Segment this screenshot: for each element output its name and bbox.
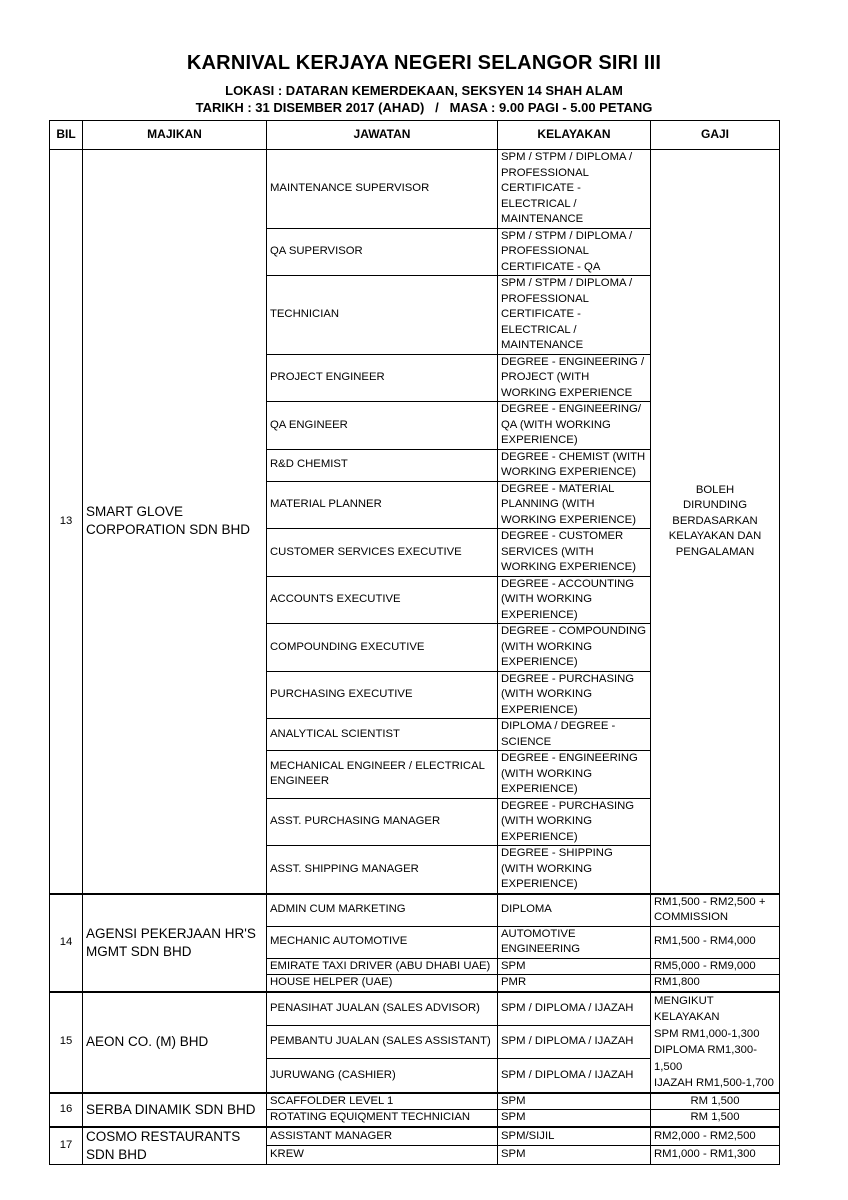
gaji-cell: BOLEH DIRUNDING BERDASARKAN KELAYAKAN DAN PENGALAMAN xyxy=(651,150,780,894)
jawatan-cell: ANALYTICAL SCIENTIST xyxy=(267,719,498,751)
gaji-cell: RM1,800 xyxy=(651,975,780,992)
gaji-line: IJAZAH RM1,500-1,700 xyxy=(654,1077,774,1089)
kelayakan-cell: SPM / STPM / DIPLOMA / PROFESSIONAL CERTIFICATE - QA xyxy=(498,228,651,276)
jawatan-cell: JURUWANG (CASHIER) xyxy=(267,1059,498,1093)
employer-cell: COSMO RESTAURANTS SDN BHD xyxy=(83,1127,267,1165)
jawatan-cell: ASST. SHIPPING MANAGER xyxy=(267,846,498,894)
kelayakan-cell: PMR xyxy=(498,975,651,992)
employer-cell: SERBA DINAMIK SDN BHD xyxy=(83,1093,267,1127)
jawatan-cell: PEMBANTU JUALAN (SALES ASSISTANT) xyxy=(267,1025,498,1059)
col-header-bil: BIL xyxy=(50,121,83,150)
jawatan-cell: ASSISTANT MANAGER xyxy=(267,1127,498,1146)
table-row xyxy=(50,150,780,229)
jawatan-cell: ADMIN CUM MARKETING xyxy=(267,894,498,927)
jawatan-cell: QA ENGINEER xyxy=(267,402,498,450)
job-table xyxy=(49,120,780,1165)
kelayakan-cell: SPM / DIPLOMA / IJAZAH xyxy=(498,992,651,1026)
table-row xyxy=(50,894,780,927)
bil-cell: 13 xyxy=(50,150,83,894)
bil-cell: 17 xyxy=(50,1127,83,1165)
kelayakan-cell: DEGREE - SHIPPING (WITH WORKING EXPERIENCE) xyxy=(498,846,651,894)
employer-cell: SMART GLOVE CORPORATION SDN BHD xyxy=(83,150,267,894)
kelayakan-cell: SPM xyxy=(498,1146,651,1164)
jawatan-cell: EMIRATE TAXI DRIVER (ABU DHABI UAE) xyxy=(267,958,498,975)
gaji-cell xyxy=(651,992,780,1093)
kelayakan-cell: SPM/SIJIL xyxy=(498,1127,651,1146)
jawatan-cell: TECHNICIAN xyxy=(267,276,498,355)
gaji-cell: RM1,500 - RM4,000 xyxy=(651,926,780,958)
jawatan-cell: ACCOUNTS EXECUTIVE xyxy=(267,576,498,624)
jawatan-cell: MAINTENANCE SUPERVISOR xyxy=(267,150,498,229)
jawatan-cell: SCAFFOLDER LEVEL 1 xyxy=(267,1093,498,1110)
col-header-kelayakan: KELAYAKAN xyxy=(498,121,651,150)
kelayakan-cell: DIPLOMA / DEGREE - SCIENCE xyxy=(498,719,651,751)
jawatan-cell: ROTATING EQUIQMENT TECHNICIAN xyxy=(267,1110,498,1127)
jawatan-cell: R&D CHEMIST xyxy=(267,449,498,481)
jawatan-cell: HOUSE HELPER (UAE) xyxy=(267,975,498,992)
table-row xyxy=(50,992,780,1026)
kelayakan-cell: SPM / STPM / DIPLOMA / PROFESSIONAL CERTIFICATE - ELECTRICAL / MAINTENANCE xyxy=(498,150,651,229)
date-time-line: TARIKH : 31 DISEMBER 2017 (AHAD) / MASA : 9.00 PAGI - 5.00 PETANG xyxy=(195,100,653,115)
kelayakan-cell: DEGREE - MATERIAL PLANNING (WITH WORKING EXPERIENCE) xyxy=(498,481,651,529)
gaji-cell: RM 1,500 xyxy=(651,1093,780,1110)
gaji-line: MENGIKUT KELAYAKAN xyxy=(654,994,720,1023)
gaji-cell: RM1,500 - RM2,500 + COMMISSION xyxy=(651,894,780,927)
employer-cell: AGENSI PEKERJAAN HR'S MGMT SDN BHD xyxy=(83,894,267,992)
kelayakan-cell: SPM / DIPLOMA / IJAZAH xyxy=(498,1025,651,1059)
jawatan-cell: PENASIHAT JUALAN (SALES ADVISOR) xyxy=(267,992,498,1026)
bil-cell: 15 xyxy=(50,992,83,1093)
kelayakan-cell: AUTOMOTIVE ENGINEERING xyxy=(498,926,651,958)
jawatan-cell: MECHANICAL ENGINEER / ELECTRICAL ENGINEER xyxy=(267,751,498,799)
kelayakan-cell: DEGREE - PURCHASING (WITH WORKING EXPERIENCE) xyxy=(498,798,651,846)
kelayakan-cell: DEGREE - CHEMIST (WITH WORKING EXPERIENCE) xyxy=(498,449,651,481)
gaji-line: SPM RM1,000-1,300 xyxy=(654,1027,760,1040)
kelayakan-cell: DEGREE - ENGINEERING / PROJECT (WITH WORKING EXPERIENCE xyxy=(498,354,651,402)
gaji-line: DIPLOMA RM1,300-1,500 xyxy=(654,1044,757,1073)
jawatan-cell: ASST. PURCHASING MANAGER xyxy=(267,798,498,846)
jawatan-cell: PROJECT ENGINEER xyxy=(267,354,498,402)
table-header-row xyxy=(50,121,780,150)
jawatan-cell: QA SUPERVISOR xyxy=(267,228,498,276)
kelayakan-cell: SPM xyxy=(498,1110,651,1127)
jawatan-cell: COMPOUNDING EXECUTIVE xyxy=(267,624,498,672)
kelayakan-cell: SPM xyxy=(498,958,651,975)
col-header-gaji: GAJI xyxy=(651,121,780,150)
employer-cell: AEON CO. (M) BHD xyxy=(83,992,267,1093)
table-row xyxy=(50,1127,780,1146)
gaji-cell: RM 1,500 xyxy=(651,1110,780,1127)
jawatan-cell: PURCHASING EXECUTIVE xyxy=(267,671,498,719)
jawatan-cell: MECHANIC AUTOMOTIVE xyxy=(267,926,498,958)
col-header-jawatan: JAWATAN xyxy=(267,121,498,150)
gaji-cell: RM2,000 - RM2,500 xyxy=(651,1127,780,1146)
kelayakan-cell: DEGREE - PURCHASING (WITH WORKING EXPERIENCE) xyxy=(498,671,651,719)
kelayakan-cell: DIPLOMA xyxy=(498,894,651,927)
page-title: KARNIVAL KERJAYA NEGERI SELANGOR SIRI III xyxy=(186,52,662,74)
kelayakan-cell: SPM xyxy=(498,1093,651,1110)
kelayakan-cell: DEGREE - ENGINEERING/ QA (WITH WORKING EXPERIENCE) xyxy=(498,402,651,450)
kelayakan-cell: SPM / STPM / DIPLOMA / PROFESSIONAL CERTIFICATE - ELECTRICAL / MAINTENANCE xyxy=(498,276,651,355)
jawatan-cell: KREW xyxy=(267,1146,498,1164)
kelayakan-cell: SPM / DIPLOMA / IJAZAH xyxy=(498,1059,651,1093)
kelayakan-cell: DEGREE - ACCOUNTING (WITH WORKING EXPERIENCE) xyxy=(498,576,651,624)
col-header-majikan: MAJIKAN xyxy=(83,121,267,150)
bil-cell: 16 xyxy=(50,1093,83,1127)
jawatan-cell: MATERIAL PLANNER xyxy=(267,481,498,529)
gaji-cell: RM5,000 - RM9,000 xyxy=(651,958,780,975)
bil-cell: 14 xyxy=(50,894,83,992)
kelayakan-cell: DEGREE - COMPOUNDING (WITH WORKING EXPERIENCE) xyxy=(498,624,651,672)
kelayakan-cell: DEGREE - ENGINEERING (WITH WORKING EXPERIENCE) xyxy=(498,751,651,799)
table-row xyxy=(50,1093,780,1110)
gaji-cell: RM1,000 - RM1,300 xyxy=(651,1146,780,1164)
location-line: LOKASI : DATARAN KEMERDEKAAN, SEKSYEN 14 SHAH ALAM xyxy=(225,83,623,98)
kelayakan-cell: DEGREE - CUSTOMER SERVICES (WITH WORKING EXPERIENCE) xyxy=(498,529,651,577)
jawatan-cell: CUSTOMER SERVICES EXECUTIVE xyxy=(267,529,498,577)
